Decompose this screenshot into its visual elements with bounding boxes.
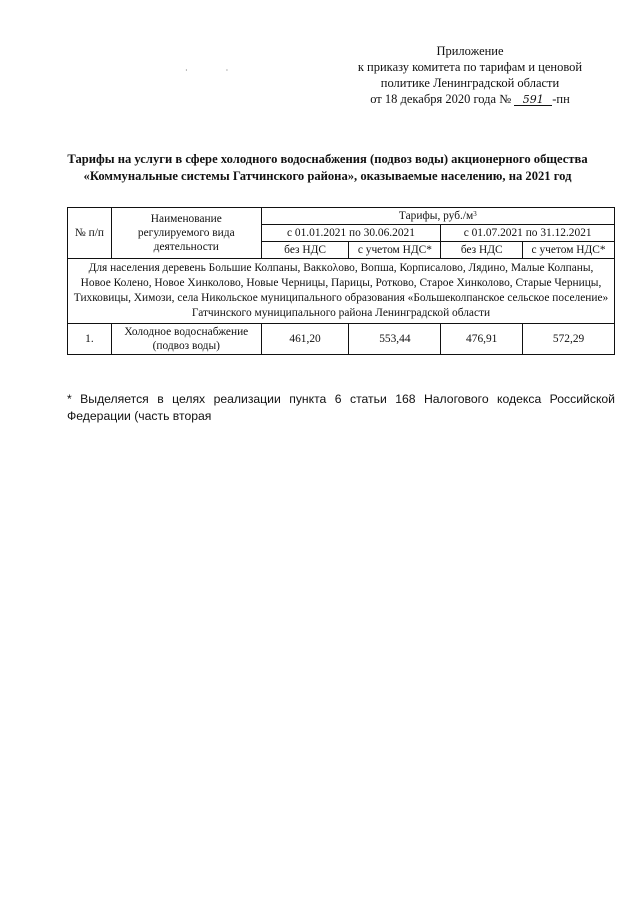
header-period-2: с 01.07.2021 по 31.12.2021	[441, 225, 615, 242]
region-description: Для населения деревень Большие Колпаны, Ваккολово, Вопша, Корписалово, Лядино, Малые Колпаны, Новое Колено, Новое Хинколово, Новые Черницы, Парицы, Ротково, Старое Хинколово, Старые Черницы, Тихковицы, Химози, села Никольское муниципального образования «Большеколпанское сельское поселение» Гатчинского муниципального района Ленинградской области	[68, 259, 615, 324]
header-p2-without-vat: без НДС	[441, 242, 523, 259]
row-num: 1.	[68, 324, 112, 355]
row-p2-with-vat: 572,29	[523, 324, 615, 355]
tariffs-table	[67, 207, 615, 355]
header-num: № п/п	[68, 208, 112, 259]
header-p1-with-vat: с учетом НДС*	[349, 242, 441, 259]
title-line-2: «Коммунальные системы Гатчинского района», оказываемые населению, на 2021 год	[83, 169, 572, 183]
table-row	[68, 324, 615, 355]
table-header-row-1	[68, 208, 615, 225]
annex-header	[340, 43, 600, 107]
order-suffix: -пн	[552, 92, 570, 106]
header-tariffs	[261, 208, 614, 225]
annex-title: Приложение	[436, 44, 504, 58]
header-p2-with-vat: с учетом НДС*	[523, 242, 615, 259]
annex-date-line	[340, 91, 600, 107]
row-activity-name: Холодное водоснабжение (подвоз воды)	[111, 324, 261, 355]
document-title	[40, 151, 615, 185]
order-number: 591	[514, 94, 552, 106]
table-region-row	[68, 259, 615, 324]
annex-line-2: политике Ленинградской области	[380, 76, 560, 90]
row-p1-without-vat: 461,20	[261, 324, 349, 355]
scan-specks: · ·	[185, 66, 247, 75]
header-activity: Наименование регулируемого вида деятельности	[111, 208, 261, 259]
header-tariffs-unit-sup: 3	[473, 210, 477, 218]
title-line-1: Тарифы на услуги в сфере холодного водоснабжения (подвоз воды) акционерного общества	[67, 152, 588, 166]
header-period-1: с 01.01.2021 по 30.06.2021	[261, 225, 441, 242]
row-p2-without-vat: 476,91	[441, 324, 523, 355]
header-p1-without-vat: без НДС	[261, 242, 349, 259]
row-p1-with-vat: 553,44	[349, 324, 441, 355]
annex-date: от 18 декабря 2020 года №	[370, 92, 512, 106]
vat-footnote: * Выделяется в целях реализации пункта 6 статьи 168 Налогового кодекса Российской Федерации (часть вторая	[67, 392, 615, 423]
header-tariffs-label: Тарифы, руб./м	[398, 210, 474, 222]
annex-line-1: к приказу комитета по тарифам и ценовой	[357, 60, 583, 74]
